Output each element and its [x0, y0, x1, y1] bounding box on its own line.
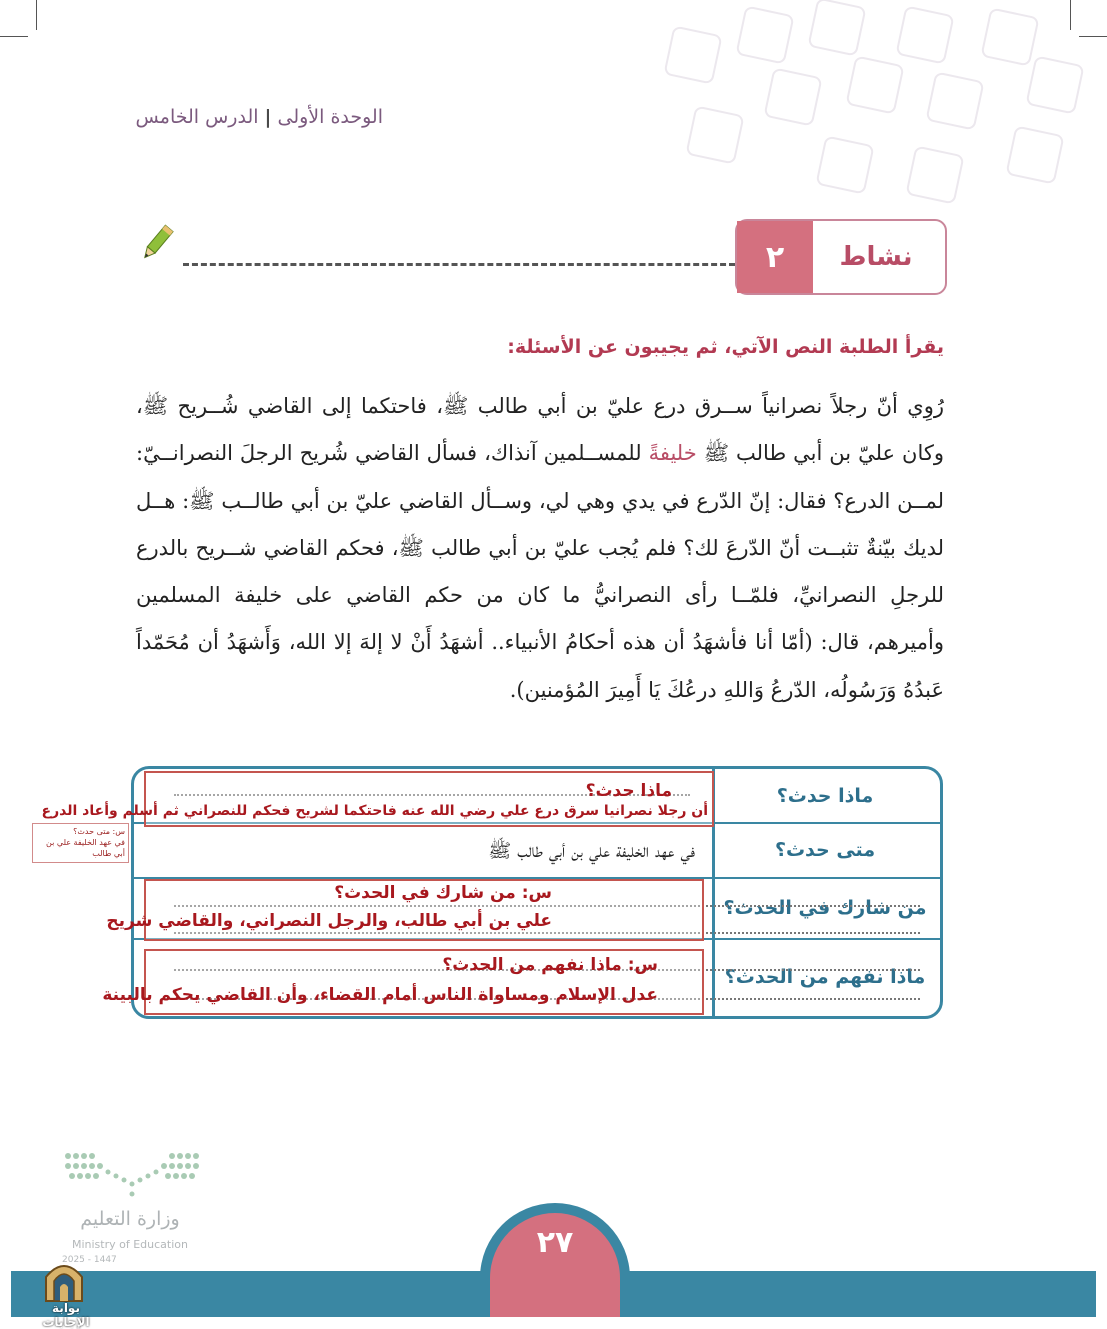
ministry-name-english: Ministry of Education	[71, 1238, 188, 1251]
annotation-question: س: ماذا نفهم من الحدث؟	[442, 955, 658, 975]
breadcrumb	[136, 106, 383, 128]
breadcrumb-lesson: الدرس الخامس	[135, 106, 259, 128]
annotation-question: س: من شارك في الحدث؟	[334, 883, 552, 903]
decorative-square	[807, 0, 866, 57]
decorative-square	[845, 55, 904, 114]
question-label: من شارك في الحدث؟	[723, 896, 927, 919]
ministry-years: 2025 - 1447	[62, 1255, 117, 1265]
activity-header	[735, 219, 947, 295]
breadcrumb-separator: |	[264, 106, 272, 128]
passage-part-2: للمســلمين آنذاك، فسأل القاضي شُريح الرجلَ النصرانــيّ: لمــن الدرع؟ فقال: إنّ الدّرع في يدي وهي لي، وســأل القاضي عليّ بن أبي طالــب ﷺ: هــل لديك بيّنةٌ تثبــت أنّ الدّرعَ لك؟ فلم يُجب عليّ بن أبي طالب ﷺ، فحكم القاضي شــريح بالدرع للرجلِ النصرانيِّ، فلمّــا رأى النصرانيُّ ما كان من حكم القاضي على خليفة المسلمين وأميرهم، قال: (أمّا أنا فأشهَدُ أن هذه أحكامُ الأنبياء.. أشهَدُ أَنْ لا إلهَ إلا الله، وَأَشهَدُ أن مُحَمّداً عَبدُهُ وَرَسُولُه، الدّرعُ وَاللهِ درعُكَ يَا أَمِيرَ المُؤمنين).	[136, 441, 944, 702]
ministry-name-arabic: وزارة التعليم	[80, 1208, 180, 1230]
activity-number: ٢	[737, 221, 813, 293]
crop-mark	[1079, 36, 1107, 37]
decorative-square	[815, 135, 874, 194]
decorative-square	[763, 67, 822, 126]
instruction-text: يقرأ الطلبة النص الآتي، ثم يجيبون عن الأسئلة:	[507, 336, 944, 358]
margin-note	[32, 823, 129, 863]
annotation-question: ماذا حدث؟	[585, 781, 672, 801]
decorative-square	[1005, 125, 1064, 184]
question-label: ماذا حدث؟	[776, 784, 874, 807]
answer-text: في عهد الخليفة علي بن أبي طالب ﷺ	[488, 840, 695, 862]
ministry-logo-icon	[62, 1150, 202, 1200]
answer-annotation	[41, 771, 714, 827]
question-label: ماذا نفهم من الحدث؟	[724, 966, 926, 988]
margin-note-answer: في عهد الخليفة علي بن أبي طالب	[46, 838, 125, 858]
crop-mark	[36, 0, 37, 30]
decorative-square	[895, 5, 954, 64]
passage-part-1: رُوِي أنّ رجلاً نصرانياً ســرق درع عليّ بن أبي طالب ﷺ، فاحتكما إلى القاضي شُــريح ﷺ، وكان عليّ بن أبي طالب ﷺ	[136, 394, 944, 466]
crop-mark	[1070, 0, 1071, 30]
annotation-answer: عدل الإسلام ومساواة الناس أمام القضاء، وأن القاضي يحكم بالبينة	[102, 985, 658, 1005]
decorative-square	[925, 71, 984, 130]
decorative-square	[1025, 55, 1084, 114]
answer-annotation	[106, 879, 704, 941]
watermark-text: بوابة الإجابات	[42, 1301, 90, 1329]
decorative-square	[685, 105, 744, 164]
margin-note-question: س: متى حدث؟	[73, 827, 125, 836]
page-number: ٢٧	[536, 1225, 574, 1260]
passage-highlight: خليفةً	[648, 441, 697, 466]
decorative-square	[663, 25, 722, 84]
breadcrumb-unit: الوحدة الأولى	[277, 106, 383, 128]
page-number-tab	[480, 1203, 630, 1317]
mosque-icon	[42, 1257, 86, 1303]
crop-mark	[0, 36, 28, 37]
pencil-icon	[136, 222, 178, 264]
activity-label: نشاط	[839, 242, 913, 272]
answer-annotation	[102, 949, 704, 1015]
question-label: متى حدث؟	[774, 838, 876, 861]
annotation-answer: أن رجلا نصرانيا سرق درع علي رضي الله عنه فاحتكما لشريح فحكم للنصراني ثم أسلم وأعاد الدرع	[41, 803, 708, 819]
annotation-answer: علي بن أبي طالب، والرجل النصراني، والقاضي شريح	[106, 911, 552, 931]
passage-text	[136, 383, 944, 714]
decorative-square	[735, 5, 794, 64]
decorative-square	[905, 145, 964, 204]
dashed-divider	[183, 263, 735, 266]
decorative-square	[980, 7, 1039, 66]
